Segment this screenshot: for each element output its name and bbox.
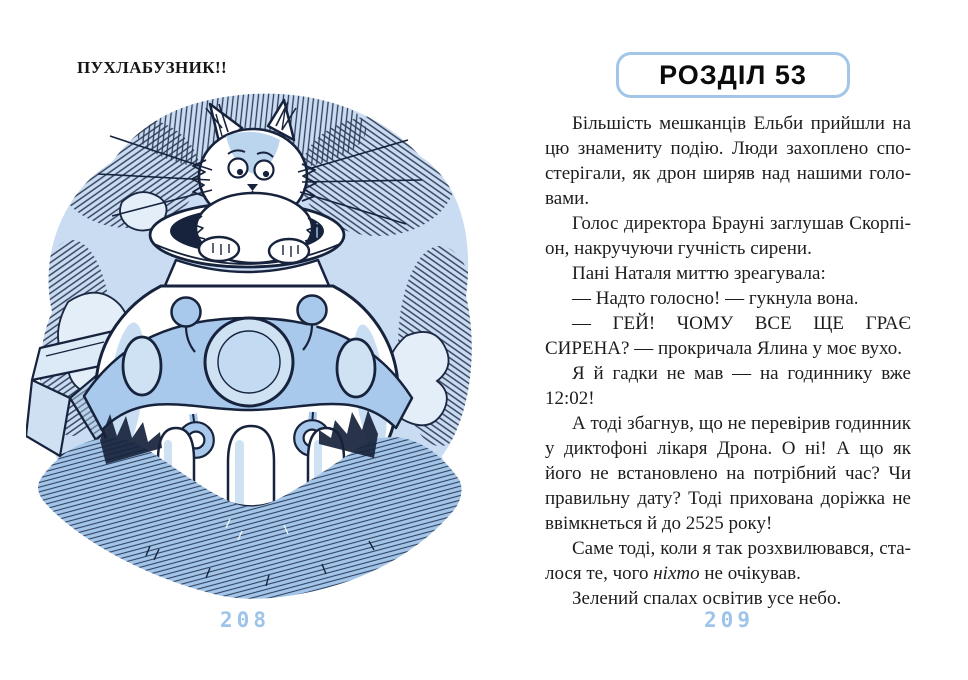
italic-text: ніхто xyxy=(653,563,700,584)
paragraph xyxy=(545,361,911,411)
text-segment: не очікував. xyxy=(699,563,801,584)
text-segment: Саме тоді, коли я так розхвилювався, сталося те, чого xyxy=(545,538,911,584)
page-number-left: 208 xyxy=(220,608,270,632)
chapter-heading xyxy=(616,52,850,98)
text-segment: — Надто голосно! — гукнула вона. xyxy=(572,288,859,309)
cat-in-urn-illustration xyxy=(26,88,490,604)
paragraph xyxy=(545,536,911,586)
text-segment: А тоді збагнув, що не перевірив годинник у диктофоні лікаря Дрона. О ні! А що як його не встановлено на потрібний час? Чи правильну дату? Тоді прихована доріжка не ввімкнеться й до 2525 року! xyxy=(545,413,911,534)
paragraph xyxy=(545,311,911,361)
text-segment: Голос директора Брауні заглушав Скорпіон, накручуючи гучність сирени. xyxy=(545,213,911,259)
chapter-heading-label: РОЗДІЛ 53 xyxy=(659,59,807,90)
text-segment: — ГЕЙ! ЧОМУ ВСЕ ЩЕ ГРАЄ СИРЕНА? — прокричала Ялина у моє вухо. xyxy=(545,313,911,359)
paragraph xyxy=(545,261,911,286)
text-segment: Більшість мешканців Ельби прийшли на цю знамениту подію. Люди захоплено спостерігали, як дрон ширяв над нашими головами. xyxy=(545,113,911,209)
text-segment: Зелений спалах освітив усе небо. xyxy=(572,588,842,609)
text-segment: Пані Наталя миттю зреагувала: xyxy=(572,263,826,284)
text-segment: Я й гадки не мав — на годиннику вже 12:02! xyxy=(545,363,911,409)
illustration-caption: ПУХЛАБУЗНИК!! xyxy=(77,58,228,77)
paragraph xyxy=(545,211,911,261)
body-text xyxy=(545,111,911,611)
paragraph xyxy=(545,286,911,311)
paragraph xyxy=(545,411,911,536)
paragraph xyxy=(545,111,911,211)
page-number-right: 209 xyxy=(704,608,754,632)
